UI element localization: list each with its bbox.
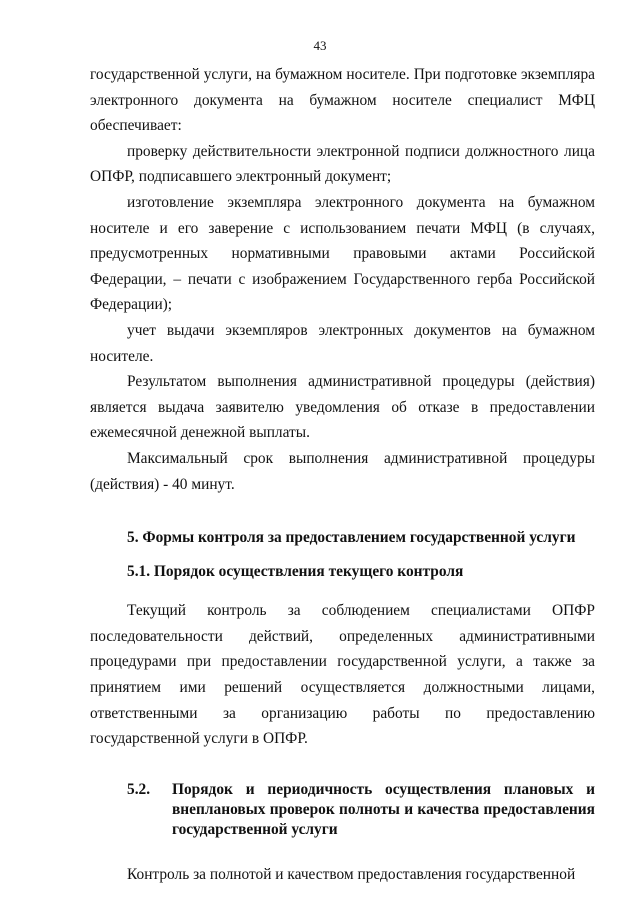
paragraph-continuation: государственной услуги, на бумажном носителе. При подготовке экземпляра электронного документа на бумажном носителе специалист МФЦ обеспечивает: xyxy=(90,66,595,135)
paragraph-accounting: учет выдачи экземпляров электронных документов на бумажном носителе. xyxy=(90,321,595,365)
section-5-1-heading: 5.1. Порядок осуществления текущего контроля xyxy=(127,562,464,580)
paragraph-max-time: Максимальный срок выполнения административной процедуры (действия) - 40 минут. xyxy=(90,449,595,493)
section-5-2-number: 5.2. xyxy=(127,780,151,798)
section-5-heading: 5. Формы контроля за предоставлением государственной услуги xyxy=(127,529,576,547)
paragraph-paper-copy: изготовление экземпляра электронного документа на бумажном носителе и его заверение с использованием печати МФЦ (в случаях, предусмотренных нормативными правовыми актами Российской Федерации, – печати с изображением Государственного герба Российской Федерации); xyxy=(90,193,595,314)
page-number: 43 xyxy=(313,38,327,53)
document-body xyxy=(90,62,595,887)
section-5-2-title: Порядок и периодичность осуществления плановых и внеплановых проверок полноты и качества предоставления государственной услуги xyxy=(172,780,595,838)
section-5-2-paragraph: Контроль за полнотой и качеством предоставления государственной xyxy=(127,865,576,883)
section-5-2-heading xyxy=(90,780,595,840)
paragraph-result: Результатом выполнения административной процедуры (действия) является выдача заявителю уведомления об отказе в предоставлении ежемесячной денежной выплаты. xyxy=(90,373,595,442)
paragraph-signature-check: проверку действительности электронной подписи должностного лица ОПФР, подписавшего электронный документ; xyxy=(90,142,595,186)
section-5-1-paragraph: Текущий контроль за соблюдением специалистами ОПФР последовательности действий, определенных административными процедурами при предоставлении государственной услуги, а также за принятием ими решений осуществляется должностными лицами, ответственными за организацию работы по предоставлению государственной услуги в ОПФР. xyxy=(90,602,595,748)
